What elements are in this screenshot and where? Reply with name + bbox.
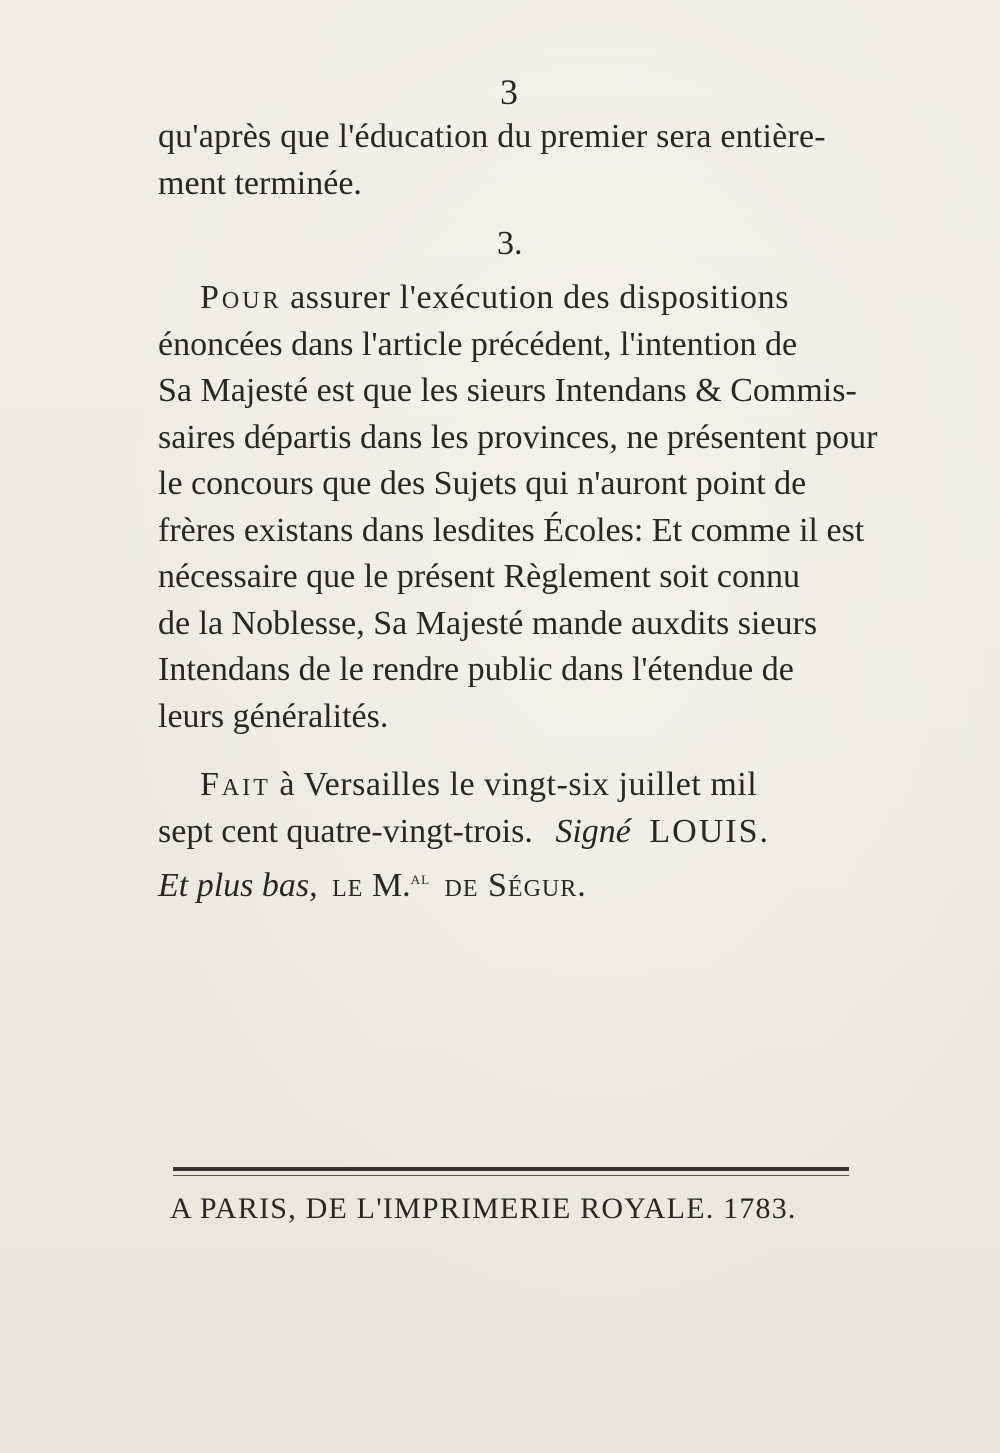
et-plus-bas: Et plus bas, bbox=[158, 867, 318, 904]
closing-line-1 bbox=[158, 762, 770, 809]
article-3-line-8: de la Noblesse, Sa Majesté mande auxdits sieurs bbox=[158, 604, 818, 642]
article-3-line-3: Sa Majesté est que les sieurs Intendans & Commis- bbox=[158, 372, 857, 409]
article-3-line-6: frères existans dans lesdites Écoles: Et comme il est bbox=[158, 511, 865, 549]
signature-de-segur: de Ségur. bbox=[444, 867, 587, 904]
article-3-line-1-text: assurer l'exécution des dispositions bbox=[290, 279, 790, 316]
closing-line-1-text: à Versailles le vingt-six juillet mil bbox=[279, 766, 758, 803]
continuation-paragraph bbox=[158, 114, 872, 207]
article-3-line-2: énoncées dans l'article précédent, l'intention de bbox=[158, 325, 798, 363]
article-3-line-9: Intendans de le rendre public dans l'étendue de bbox=[158, 651, 794, 688]
article-3-lead-word: Pour bbox=[200, 279, 282, 316]
continuation-line-1 bbox=[158, 114, 872, 161]
article-number: 3. bbox=[497, 225, 523, 262]
imprint-rule-thick bbox=[173, 1167, 849, 1171]
imprint-rule-thin bbox=[173, 1175, 849, 1176]
signature-king: LOUIS. bbox=[649, 812, 770, 850]
article-3-line-4: saires départis dans les provinces, ne présentent pour bbox=[158, 418, 878, 456]
article-3-line-5: le concours que des Sujets qui n'auront point de bbox=[158, 465, 807, 502]
closing-line-3 bbox=[158, 855, 770, 902]
signature-le: le bbox=[332, 867, 364, 904]
signed-label: Signé bbox=[555, 812, 631, 850]
article-3-line-10: leurs généralités. bbox=[158, 697, 389, 735]
signature-marshal-m: M. bbox=[371, 867, 411, 904]
article-3-line-7: nécessaire que le présent Règlement soit connu bbox=[158, 558, 800, 595]
imprint-line: A PARIS, DE L'IMPRIMERIE ROYALE. 1783. bbox=[170, 1192, 797, 1225]
continuation-line-2: ment terminée. bbox=[158, 164, 362, 202]
page-number: 3 bbox=[500, 72, 518, 112]
continuation-text-1: qu'après que l'éducation du premier sera entière- bbox=[158, 118, 826, 155]
closing-lead-word: Fait bbox=[200, 766, 271, 803]
article-3-paragraph bbox=[158, 275, 877, 740]
closing-line-2 bbox=[158, 809, 770, 856]
signature-marshal-sup: al bbox=[410, 868, 431, 888]
closing-date-text: sept cent quatre-vingt-trois. bbox=[158, 812, 533, 850]
closing-paragraph bbox=[158, 762, 770, 902]
article-3-line-1 bbox=[158, 275, 877, 322]
